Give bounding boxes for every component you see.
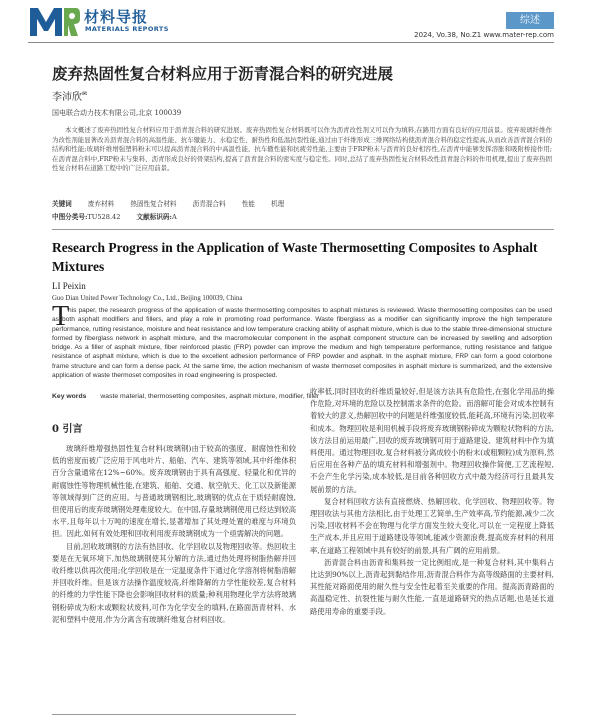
keywords-label-en: Key words (52, 393, 87, 400)
body-paragraph: 复合材料回收方法有直接燃烧、热解回收、化学回收、物理回收等。物理回收法与其他方法相比,由于处理工艺简单,生产效率高,节约能源,减少二次污染,回收材料不会在物理与化学方面发生较大变化,可以在一定程度上降低生产成本,并且应用于道路建设等领域,能减少资源浪费,提高废弃材料的利用率,在道路工程领域中具有较好的前景,具有广阔的应用前景。 (310, 496, 554, 555)
abstract-cn: 本文概述了废弃热固性复合材料应用于沥青混合料的研究进展。废弃热固性复合材料既可以作为沥青改性剂又可以作为填料,在路用方面有良好的应用前景。废弃玻璃纤维作为改性剂能显著改善沥青混合料的高温性能、抗车辙能力、水稳定性、耐热性和低温抗裂性能,通过由于纤维形成三维网络结构使沥青混合料的稳定性提高,从而改善沥青混合料的结构和性能;玻璃纤维增强塑料粉末可以提高沥青混合料的中高温性能、抗车辙性能和抗疲劳性能,主要由于FRP粉末与沥青的良好相容性,在沥青中能够发挥溶胀和吸附桥接作用;在沥青混合料中,FRP粉末与集料、沥青形成良好的骨架结构,提高了沥青混合料的密实度与稳定性。同时,总结了废弃热固性复合材料改性沥青混合料的作用机理,提出了废弃热固性复合材料在道路工程中的广泛应用前景。 (52, 126, 552, 173)
abstract-en-text: his paper, the research progress of the application of waste thermosetting composites to asphalt mixtures is reviewed. Waste thermosetting composites can be used as both asphalt modifiers and fillers, and play a role in promoting road performance. Waste fiberglass as a modifier can significantly improve the high temperature performance, rutting resistance, moisture and heat resistance and low temperature cracking ability of asphalt mixture, which is due to the stable three-dimensional structure formed by fiberglass network in asphalt mixture, and the macromolecular component in the asphalt component structure can be increased by swelling and adsorption bridge. As a filler of asphalt mixture, fiber reinforced plastic (FRP) powder can improve the medium and high temperature performance, rutting resistance and fatigue resistance of asphalt mixture, which is due to the excellent adhesion performance of FRP powder and asphalt. In the asphalt mixture, FRP can form a good colorbone frame structure and can form a dense pack. At the same time, the action mechanism of waste thermoset composites in asphalt mixture is summarized, and the extensive application of waste thermoset composites in road engineering is prospected. (52, 307, 552, 380)
keywords-cn (52, 198, 298, 208)
body-paragraph: 沥青混合料由沥青和集料按一定比例组成,是一种复合材料,其中集料占比达到90%以上,沥青起到黏结作用,沥青混合料作为高等级路面的主要材料,其性能对路面使用的耐久性与安全性起着至关重要的作用。提高沥青路面的高温稳定性、抗裂性能与耐久性能,一直是道路研究的热点话题,也是延长道路使用寿命的重要手段。 (310, 557, 554, 616)
keywords-label-cn: 关键词 (52, 200, 72, 208)
abstract-dropcap: T (52, 301, 70, 332)
body-column-left (52, 443, 296, 626)
doc-label: 文献标识码: (136, 213, 172, 221)
section-divider (52, 229, 554, 230)
issue-info: 2024, Vo.38, No.Z1 www.mater-rep.com (414, 31, 554, 39)
footnote-rule (52, 714, 296, 715)
journal-name-en: MATERIALS REPORTS (85, 25, 169, 33)
keyword-cn: 性能 (241, 200, 255, 208)
section-tag: 综述 (506, 12, 554, 29)
affiliation-en: Guo Dian United Power Technology Co., Ltd., Beijing 100039, China (52, 295, 243, 302)
journal-logo-mark (28, 4, 80, 38)
paper-title-cn: 废弃热固性复合材料应用于沥青混合料的研究进展 (52, 64, 394, 83)
keyword-cn: 废弃材料 (87, 200, 115, 208)
keywords-en (52, 393, 319, 400)
author-en: LI Peixin (52, 281, 86, 291)
paper-title-en: Research Progress in the Application of Waste Thermosetting Composites to Asphalt Mixtures (52, 240, 538, 274)
keyword-cn: 沥青混合料 (192, 200, 226, 208)
classification-row (52, 211, 191, 221)
keywords-en-text: waste material, thermosetting composites, asphalt mixture, modifier, filler (100, 393, 320, 400)
body-column-right (310, 386, 554, 618)
body-paragraph: 收率低,同时回收的纤维质量较好,但是该方法具有危险性,在强化学用品的操作危险,对环境的危险以及控制需求条件的危险。而溶解可能会对成本控制有着较大的意义,热解回收中的问题是纤维强度较低,能耗高,环境有污染,回收率和成本。物理回收是利用机械手段将废弃玻璃钢粉碎成为颗粒状物料的方法,该方法目前运用最广,回收的废弃玻璃钢可用于道路建设、建筑材料中作为填料使用。通过物理回收,复合材料被分离成较小的粉末(或粗颗粒)成为原料,然后应用在各种产品的填充材料和增强剂中。物理回收操作简便,工艺流程短,不会产生化学污染,成本较低,是目前各种回收方式中最为经济可行且最具发展前景的方法。 (310, 387, 554, 494)
author-name-cn: 李沛欣 (52, 92, 82, 103)
doc-code: A (171, 213, 177, 221)
keyword-cn: 机理 (271, 200, 285, 208)
abstract-en (52, 306, 552, 380)
email-icon: ✉ (82, 90, 88, 98)
section-heading: 0 引言 (52, 424, 83, 435)
keyword-cn: 热固性复合材料 (130, 200, 177, 208)
journal-name-cn: 材料导报 (84, 8, 149, 26)
author-cn (52, 88, 87, 103)
class-label: 中图分类号: (52, 213, 88, 221)
body-paragraph: 玻璃纤维增强热固性复合材料(玻璃钢)由于较高的强度、耐腐蚀性和较低的密度而被广泛应用于风电叶片、船舶、汽车、建筑等领域,其中纤维体积百分含量通常在12%~60%。废弃玻璃钢由于具有高强度、轻量化和优异的耐腐蚀性等物理机械性能,在建筑、船舶、交通、航空航天、化工以及新能源等领域得到广泛的应用。与普通玻璃钢相比,玻璃钢的优点在于质轻耐腐蚀,但使用后的废弃玻璃钢处理难度较大。在中国,存量玻璃钢使用已经达到较高水平,且每年以十万吨的速度在增长,显著增加了其处理处置的难度与环境负担。因此,如何有效处理和回收利用废弃玻璃钢成为一个亟需解决的问题。 (52, 444, 296, 539)
header-rule (28, 42, 554, 43)
class-code: TU528.42 (87, 213, 121, 221)
body-paragraph: 目前,回收玻璃钢的方法有热回收、化学回收以及物理回收等。热回收主要是在无氧环境下,加热玻璃钢使其分解的方法,通过热处理将树脂热解并回收纤维以供再次使用;化学回收是在一定温度条件下通过化学溶剂将树脂溶解并回收纤维。但是该方法操作温度较高,纤维降解的力学性能较差,复合材料的纤维的力学性能下降也会影响回收材料的质量;种利用物理化学方法将玻璃钢粉碎成为粉末或颗粒状废料,可作为化学安全的填料,在路面沥青材料、水泥和塑料中使用,作为分离含有玻璃纤维复合材料回收。 (52, 541, 296, 624)
affiliation-cn: 国电联合动力技术有限公司,北京 100039 (52, 109, 182, 117)
